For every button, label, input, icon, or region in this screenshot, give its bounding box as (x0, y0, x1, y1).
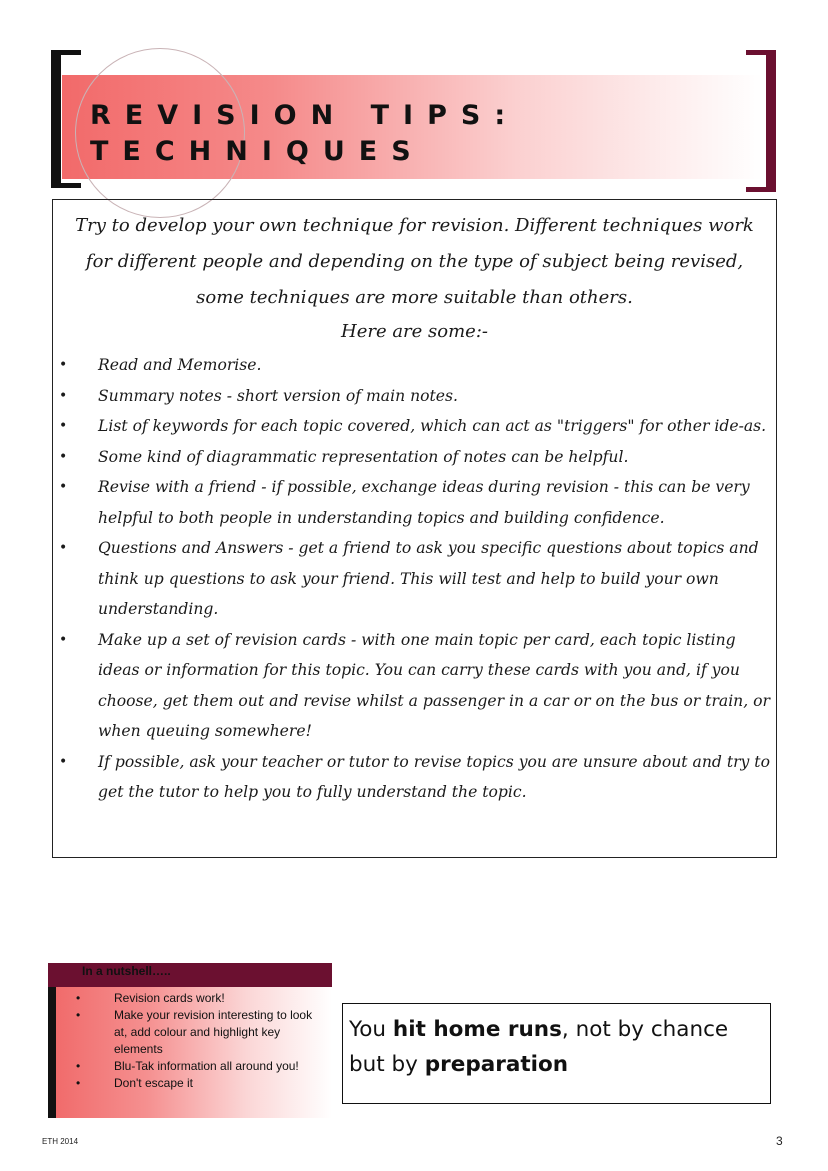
list-item (58, 1058, 318, 1075)
page-title-line-2: TECHNIQUES (90, 136, 425, 167)
bullet-icon: • (59, 631, 68, 648)
bullet-icon: • (59, 479, 68, 495)
bullet-icon: • (59, 357, 68, 373)
list-item (58, 990, 318, 1007)
right-bracket (746, 50, 776, 192)
intro-paragraph: Try to develop your own technique for revision. Different techniques work for different people and depending on the type of subject being revised, some techniques are more suitable than others. (75, 215, 754, 308)
nutshell-edge (48, 987, 56, 1118)
nutshell-text: Make your revision interesting to look at, add colour and highlight key elements (114, 1008, 313, 1056)
quote-bold-1: hit home runs (392, 1017, 562, 1042)
footer-label: ETH 2014 (42, 1137, 79, 1146)
list-item (53, 411, 776, 442)
quote-part-1: You (349, 1017, 393, 1042)
quote-bold-2: preparation (424, 1052, 569, 1077)
bullet-icon: • (59, 387, 68, 404)
list-item (53, 625, 776, 747)
bullet-icon: • (76, 1076, 81, 1090)
tip-text: Read and Memorise. (98, 356, 262, 374)
tip-text: Questions and Answers - get a friend to ask you specific questions about topics and think up questions to ask your friend. This will test and help to build your own understanding. (98, 539, 759, 618)
list-item (53, 533, 776, 625)
list-item (53, 381, 776, 412)
quote-box (342, 1003, 771, 1104)
nutshell-list (58, 990, 318, 1092)
quote-part-2: , not by chance but by (349, 1017, 729, 1077)
nutshell-text: Don't escape it (114, 1076, 194, 1090)
tip-text: List of keywords for each topic covered, which can act as "triggers" for other ide-as. (98, 417, 767, 435)
bullet-icon: • (76, 1059, 81, 1073)
bullet-icon: • (59, 540, 68, 556)
bullet-icon: • (76, 991, 81, 1005)
nutshell-title: In a nutshell….. (82, 964, 171, 978)
page-number: 3 (776, 1134, 783, 1148)
bullet-icon: • (59, 418, 68, 434)
list-item (58, 1007, 318, 1058)
list-item (53, 472, 776, 533)
left-bracket (51, 50, 81, 188)
bullet-icon: • (59, 448, 68, 465)
tip-text: Some kind of diagrammatic representation of notes can be helpful. (98, 447, 629, 466)
nutshell-text: Blu-Tak information all around you! (114, 1059, 299, 1073)
list-item (53, 350, 776, 381)
bullet-icon: • (76, 1008, 81, 1022)
here-are-some: Here are some:- (341, 321, 488, 342)
page-title (90, 98, 519, 170)
bullet-icon: • (59, 753, 68, 770)
list-item (53, 747, 776, 808)
tips-list (53, 350, 776, 808)
list-item (53, 442, 776, 473)
tip-text: Summary notes - short version of main notes. (98, 386, 458, 405)
list-item (58, 1075, 318, 1092)
tip-text: Make up a set of revision cards - with one main topic per card, each topic listing ideas or information for this topic. You can carry these cards with you and, if you choose, get them out and revise whilst a passenger in a car or on the bus or train, or when queuing somewhere! (98, 630, 770, 740)
page-title-line-1: REVISION TIPS: (90, 100, 520, 131)
nutshell-text: Revision cards work! (114, 991, 225, 1005)
tip-text: If possible, ask your teacher or tutor to revise topics you are unsure about and try to get the tutor to help you to fully understand the topic. (98, 752, 770, 801)
tips-box (52, 199, 777, 858)
tip-text: Revise with a friend - if possible, exchange ideas during revision - this can be very helpful to both people in understanding topics and building confidence. (98, 478, 750, 527)
